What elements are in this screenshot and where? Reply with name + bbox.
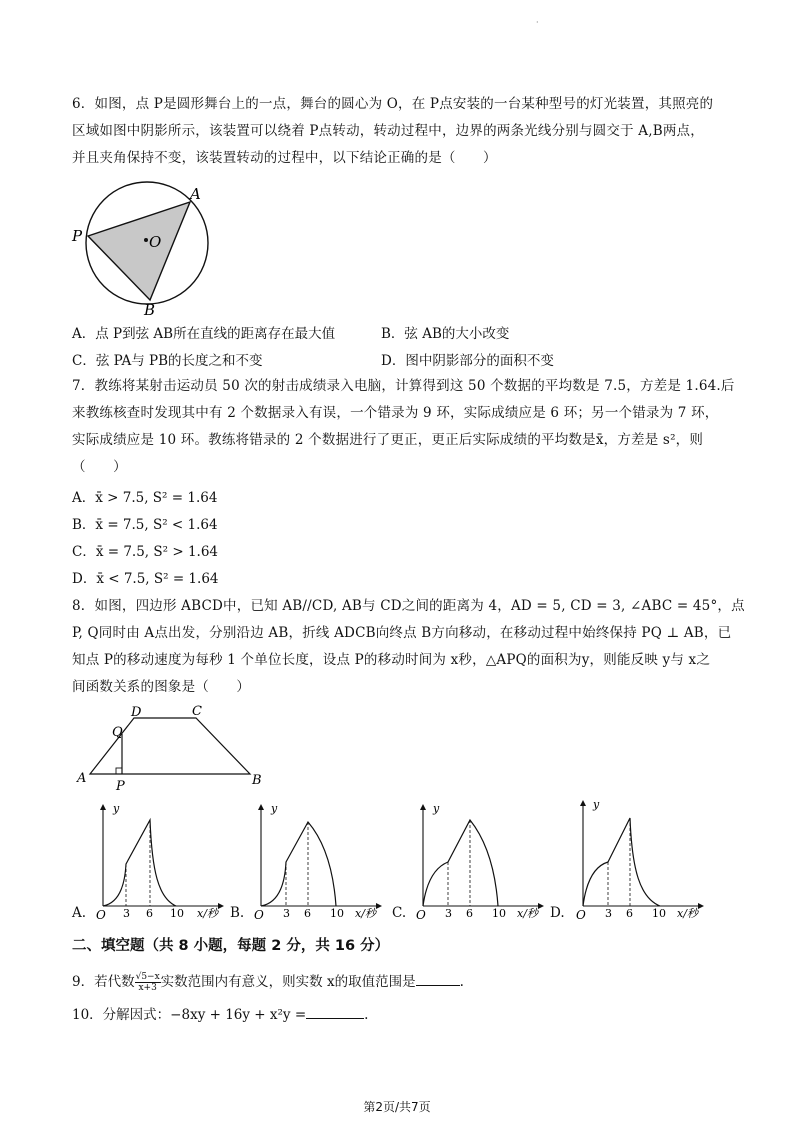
q8-trapezoid-figure bbox=[72, 702, 272, 794]
q6-line-3: 并且夹角保持不变，该装置转动的过程中，以下结论正确的是（ ） bbox=[72, 150, 497, 166]
trap-label-a: A bbox=[77, 771, 87, 786]
svg-text:x/秒: x/秒 bbox=[517, 907, 538, 920]
svg-text:y: y bbox=[113, 802, 120, 815]
label-o: O bbox=[149, 233, 162, 251]
graph-label-d: D. bbox=[550, 905, 565, 921]
question-8-text bbox=[72, 593, 745, 701]
q8-line-2: P, Q同时由 A点出发，分别沿边 AB，折线 ADCB向终点 B方向移动，在移动过程中始终保持 PQ ⊥ AB，已 bbox=[72, 625, 732, 641]
svg-text:10: 10 bbox=[170, 907, 184, 920]
q9-answer-blank[interactable] bbox=[416, 973, 460, 986]
label-p: P bbox=[72, 227, 83, 245]
question-7-text bbox=[72, 373, 735, 481]
q6-line-2: 区域如图中阴影所示，该装置可以绕着 P点转动，转动过程中，边界的两条光线分别与圆交于 A,B两点， bbox=[72, 123, 704, 139]
svg-text:6: 6 bbox=[466, 907, 473, 920]
q9-prefix: 9．若代数 bbox=[72, 974, 135, 990]
graph-option-c[interactable] bbox=[410, 800, 550, 925]
svg-text:6: 6 bbox=[304, 907, 311, 920]
q7-line-4: （ ） bbox=[72, 459, 127, 475]
svg-text:O: O bbox=[576, 908, 586, 922]
q7-line-1: 7．教练将某射击运动员 50 次的射击成绩录入电脑，计算得到这 50 个数据的平均数是 7.5，方差是 1.64.后 bbox=[72, 378, 735, 394]
q9-fraction bbox=[135, 972, 161, 993]
q7-option-c[interactable]: C．x̄ = 7.5, S² > 1.64 bbox=[72, 544, 219, 560]
page-footer: 第2页/共7页 bbox=[363, 1100, 431, 1114]
q6-circle-figure bbox=[70, 180, 220, 320]
label-b: B bbox=[144, 301, 156, 319]
q10-end: . bbox=[364, 1007, 369, 1023]
svg-text:y: y bbox=[271, 802, 278, 815]
svg-text:10: 10 bbox=[330, 907, 344, 920]
header-dot: · bbox=[536, 18, 539, 27]
svg-text:6: 6 bbox=[146, 907, 153, 920]
q7-line-2: 来教练核查时发现其中有 2 个数据录入有误，一个错录为 9 环，实际成绩应是 6 环；另一个错录为 7 环， bbox=[72, 405, 719, 421]
q6-option-d[interactable]: D．图中阴影部分的面积不变 bbox=[381, 353, 554, 369]
svg-text:10: 10 bbox=[652, 907, 666, 920]
svg-text:10: 10 bbox=[492, 907, 506, 920]
q10-text: 10．分解因式：−8xy + 16y + x²y = bbox=[72, 1007, 307, 1023]
svg-text:6: 6 bbox=[626, 907, 633, 920]
graph-label-b: B. bbox=[230, 905, 245, 921]
graph-label-a: A. bbox=[72, 905, 87, 921]
svg-text:O: O bbox=[416, 908, 426, 922]
trap-label-q: Q bbox=[112, 725, 123, 740]
svg-text:y: y bbox=[593, 798, 600, 811]
q7-option-b[interactable]: B．x̄ = 7.5, S² < 1.64 bbox=[72, 517, 218, 533]
q9-end: . bbox=[459, 974, 464, 990]
svg-text:3: 3 bbox=[445, 907, 452, 920]
graph-label-c: C. bbox=[392, 905, 407, 921]
question-10 bbox=[72, 1003, 368, 1023]
q7-option-a[interactable]: A．x̄ > 7.5, S² = 1.64 bbox=[72, 490, 218, 506]
svg-text:O: O bbox=[96, 908, 106, 922]
svg-text:3: 3 bbox=[123, 907, 130, 920]
svg-text:y: y bbox=[433, 802, 440, 815]
svg-text:x/秒: x/秒 bbox=[197, 907, 218, 920]
graph-option-d[interactable] bbox=[570, 794, 710, 925]
svg-text:x/秒: x/秒 bbox=[677, 907, 698, 920]
trap-label-c: C bbox=[192, 704, 202, 719]
trap-label-d: D bbox=[131, 705, 142, 720]
q6-line-1: 6．如图，点 P是圆形舞台上的一点，舞台的圆心为 O，在 P点安装的一台某种型号的灯光装置，其照亮的 bbox=[72, 96, 714, 112]
q9-suffix: 实数范围内有意义，则实数 x的取值范围是 bbox=[160, 974, 416, 990]
graph-option-b[interactable] bbox=[248, 800, 388, 925]
trap-label-p: P bbox=[116, 779, 125, 794]
center-point bbox=[144, 238, 148, 242]
section-fill-in-title: 二、填空题（共 8 小题，每题 2 分，共 16 分） bbox=[72, 938, 390, 954]
right-angle-mark bbox=[116, 768, 122, 774]
q10-answer-blank[interactable] bbox=[306, 1006, 364, 1019]
trap-label-b: B bbox=[252, 773, 262, 788]
q8-line-4: 间函数关系的图象是（ ） bbox=[72, 679, 251, 695]
q9-denominator: x+3 bbox=[138, 983, 157, 993]
svg-text:O: O bbox=[254, 908, 264, 922]
question-6-text bbox=[72, 91, 722, 172]
q6-option-c[interactable]: C．弦 PA与 PB的长度之和不变 bbox=[72, 353, 263, 369]
q9-numerator: √5−x bbox=[135, 972, 160, 982]
q6-option-b[interactable]: B．弦 AB的大小改变 bbox=[381, 326, 510, 342]
label-a: A bbox=[190, 185, 201, 203]
q7-line-3: 实际成绩应是 10 环。教练将错录的 2 个数据进行了更正，更正后实际成绩的平均数是x̄，方差是 s²，则 bbox=[72, 432, 704, 448]
svg-text:3: 3 bbox=[605, 907, 612, 920]
q8-line-1: 8．如图，四边形 ABCD中，已知 AB//CD, AB与 CD之间的距离为 4，AD = 5, CD = 3, ∠ABC = 45°，点 bbox=[72, 598, 745, 614]
question-9 bbox=[72, 970, 464, 993]
q7-option-d[interactable]: D．x̄ < 7.5, S² = 1.64 bbox=[72, 571, 219, 587]
svg-text:x/秒: x/秒 bbox=[355, 907, 376, 920]
graph-option-a[interactable] bbox=[90, 800, 230, 925]
q8-line-3: 知点 P的移动速度为每秒 1 个单位长度，设点 P的移动时间为 x秒，△APQ的面积为y，则能反映 y与 x之 bbox=[72, 652, 711, 668]
q6-option-a[interactable]: A．点 P到弦 AB所在直线的距离存在最大值 bbox=[72, 326, 336, 342]
svg-text:3: 3 bbox=[283, 907, 290, 920]
